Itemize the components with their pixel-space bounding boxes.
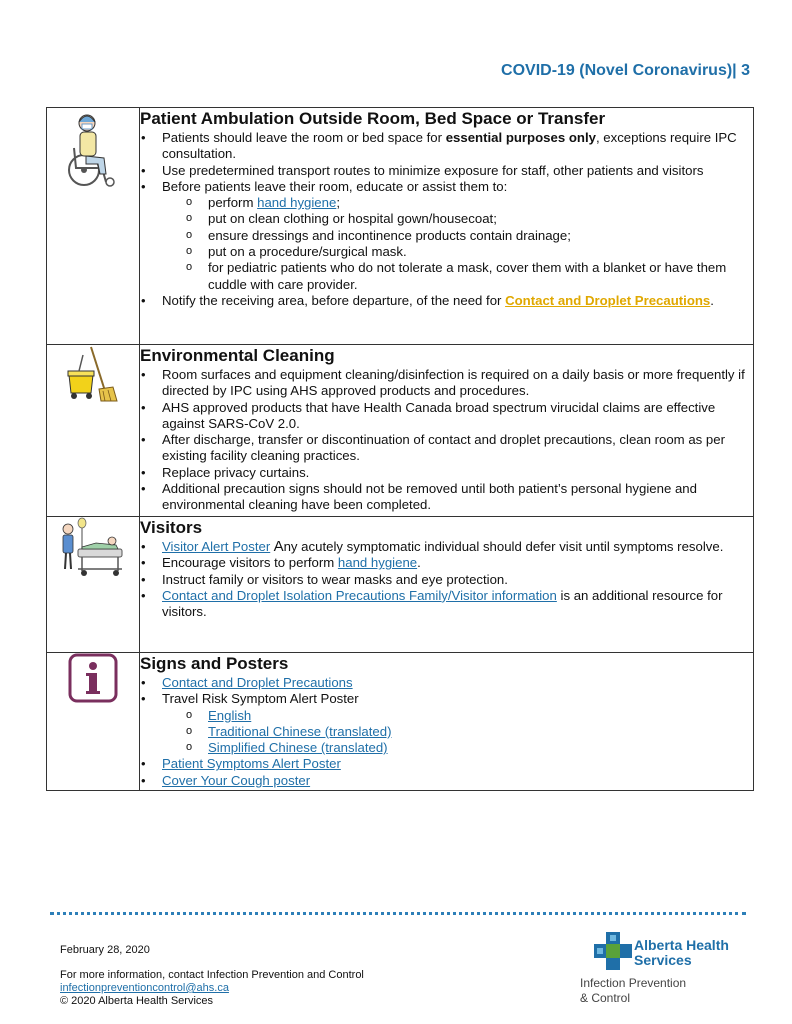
sub-list-item	[208, 724, 753, 740]
icon-cell	[47, 108, 140, 345]
table-row	[47, 108, 754, 345]
sub-list	[162, 195, 753, 293]
cover-your-cough-poster-link[interactable]: Cover Your Cough poster	[162, 772, 311, 788]
list-item: • Additional precaution signs should not be removed until both patient’s personal hygiene and environmental cleaning have been completed.	[162, 481, 753, 514]
footer-contact: For more information, contact Infection Prevention and Control	[60, 969, 364, 981]
footer-date: February 28, 2020	[60, 944, 150, 956]
text: A	[270, 538, 284, 555]
text: Encourage visitors to perform	[162, 555, 338, 571]
icon-cell	[47, 653, 140, 791]
section-signs	[140, 653, 754, 791]
logo-subtitle	[580, 976, 686, 1006]
text: perform	[208, 195, 258, 211]
logo-line: Alberta Health	[634, 937, 729, 953]
text: Before patients leave their room, educate or assist them to:	[162, 178, 508, 194]
sub-list-item: o ensure dressings and incontinence products contain drainage;	[208, 228, 753, 244]
section-title: Signs and Posters	[140, 654, 289, 673]
text: Travel Risk Symptom Alert Poster	[162, 691, 359, 707]
bullet-list	[140, 539, 753, 620]
simplified-chinese-poster-link[interactable]: Simplified Chinese (translated)	[208, 740, 388, 756]
contact-droplet-precautions-link[interactable]: Contact and Droplet Precautions	[505, 292, 711, 308]
wheelchair-patient-icon	[62, 108, 124, 188]
table-row	[47, 345, 754, 517]
sub-list-item	[208, 708, 753, 724]
bullet-list	[140, 130, 753, 309]
list-item: • Replace privacy curtains.	[162, 465, 753, 481]
section-title: Environmental Cleaning	[140, 346, 335, 365]
visitor-patient-bed-icon	[60, 517, 126, 579]
list-item: • After discharge, transfer or discontinuation of contact and droplet precautions, clean room as per existing facility cleaning practices.	[162, 432, 753, 465]
ahs-cross-icon	[594, 932, 632, 970]
ahs-logo	[580, 930, 754, 1010]
bullet-list	[140, 675, 753, 789]
logo-line: Infection Prevention	[580, 976, 687, 990]
list-item	[162, 179, 753, 293]
hand-hygiene-link[interactable]: hand hygiene	[257, 195, 337, 211]
patient-symptoms-alert-poster-link[interactable]: Patient Symptoms Alert Poster	[162, 756, 341, 772]
text: ;	[336, 195, 340, 211]
section-cleaning	[140, 345, 754, 517]
contact-droplet-precautions-link[interactable]: Contact and Droplet Precautions	[162, 675, 353, 690]
icon-cell	[47, 345, 140, 517]
traditional-chinese-poster-link[interactable]: Traditional Chinese (translated)	[208, 723, 392, 739]
table-row	[47, 517, 754, 653]
icon-cell	[47, 517, 140, 653]
section-visitors	[140, 517, 754, 653]
logo-brand	[634, 938, 729, 968]
logo-line: Services	[634, 952, 692, 968]
list-item	[162, 555, 753, 571]
sub-list-item: o put on clean clothing or hospital gown/housecoat;	[208, 211, 753, 227]
section-ambulation	[140, 108, 754, 345]
list-item	[162, 293, 753, 309]
family-visitor-information-link[interactable]: Contact and Droplet Isolation Precautions Family/Visitor information	[162, 587, 557, 603]
english-poster-link[interactable]: English	[208, 707, 252, 723]
cleaning-bucket-broom-icon	[65, 345, 121, 403]
list-item	[162, 588, 753, 621]
text: Patients should leave the room or bed space for	[162, 130, 446, 145]
hand-hygiene-link[interactable]: hand hygiene	[337, 555, 418, 571]
sub-list-item: o for pediatric patients who do not tolerate a mask, cover them with a blanket or have them cuddle with care provider.	[208, 260, 753, 293]
text: .	[710, 292, 714, 308]
list-item: • Room surfaces and equipment cleaning/disinfection is required on a daily basis or more frequently if directed by IPC using AHS approved products and procedures.	[162, 367, 753, 400]
table-row	[47, 653, 754, 791]
bullet-list	[140, 367, 753, 514]
text: is an additional resource for visitors.	[162, 587, 723, 620]
text: essential purposes only	[445, 130, 596, 145]
text: ny acutely symptomatic individual should defer visit until symptoms resolve.	[283, 539, 724, 554]
footer-divider	[50, 912, 746, 915]
sub-list-item	[208, 740, 753, 756]
text: Notify the receiving area, before departure, of the need for	[162, 292, 506, 308]
logo-line: & Control	[580, 991, 631, 1005]
list-item	[162, 756, 753, 772]
list-item	[162, 691, 753, 756]
list-item: • Use predetermined transport routes to minimize exposure for staff, other patients and visitors	[162, 163, 753, 179]
section-title: Visitors	[140, 518, 203, 537]
footer-copyright: © 2020 Alberta Health Services	[60, 995, 214, 1007]
sub-list-item	[208, 195, 753, 211]
sub-list	[162, 708, 753, 757]
text: , exceptions require IPC consultation.	[162, 130, 737, 162]
footer-email-link[interactable]: infectionpreventioncontrol@ahs.ca	[60, 982, 229, 994]
list-item	[162, 675, 753, 691]
guidance-table	[46, 107, 754, 791]
information-icon	[68, 653, 118, 703]
list-item: • AHS approved products that have Health Canada broad spectrum virucidal claims are effective against SARS-CoV 2.0.	[162, 400, 753, 433]
section-title: Patient Ambulation Outside Room, Bed Space or Transfer	[140, 109, 606, 128]
text: .	[417, 555, 421, 571]
list-item	[162, 130, 753, 163]
visitor-alert-poster-link[interactable]: Visitor Alert Poster	[162, 539, 271, 554]
list-item: • Instruct family or visitors to wear masks and eye protection.	[162, 572, 753, 588]
sub-list-item: o put on a procedure/surgical mask.	[208, 244, 753, 260]
page-header-title: COVID-19 (Novel Coronavirus)| 3	[501, 62, 750, 79]
list-item	[162, 539, 753, 555]
list-item	[162, 773, 753, 789]
footer	[60, 944, 364, 1008]
